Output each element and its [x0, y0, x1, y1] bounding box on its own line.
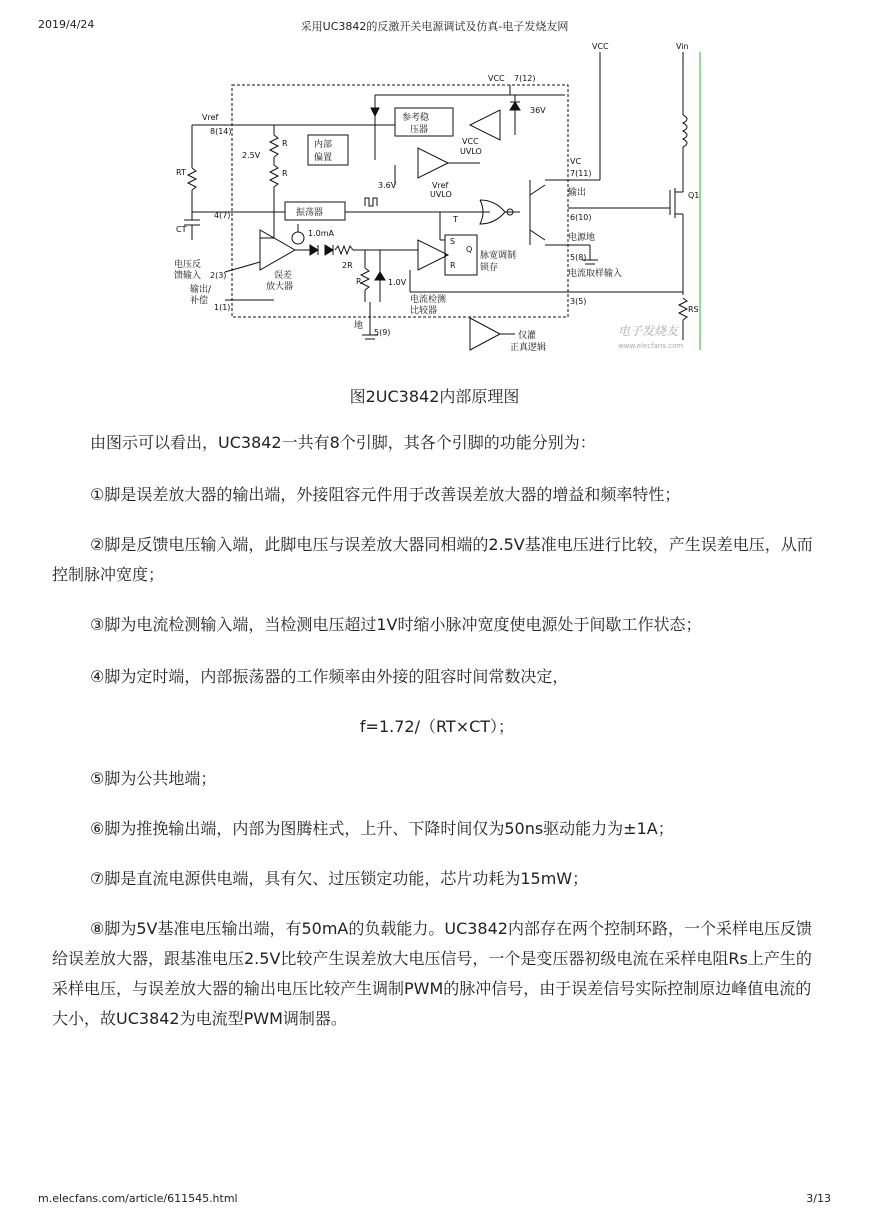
header-date: 2019/4/24	[38, 18, 95, 31]
watermark-url: www.elecfans.com	[618, 342, 684, 350]
label-q1: Q1	[688, 191, 700, 200]
formula: f=1.72/（RT×CT）；	[359, 717, 515, 736]
label-pin-vc: 7(11)	[570, 169, 592, 178]
label-fb-1: 电压反	[174, 260, 202, 270]
label-1ma: 1.0mA	[308, 229, 334, 238]
label-pwr-gnd: 电源地	[568, 233, 596, 243]
paragraph-intro: 由图示可以看出，UC3842一共有8个引脚，其各个引脚的功能分别为：	[90, 433, 596, 452]
label-ea-1: 误差	[274, 271, 293, 281]
label-vcc-uvlo-1: VCC	[462, 137, 479, 146]
label-comp-2: 补偿	[190, 296, 209, 306]
schematic-svg	[170, 40, 710, 360]
label-pin-out: 6(10)	[570, 213, 592, 222]
label-ref-reg-2: 压器	[410, 125, 429, 135]
label-gnd: 地	[354, 321, 364, 331]
label-bias-1: 内部	[314, 140, 333, 150]
label-3-6v: 3.6V	[378, 181, 397, 190]
paragraph-pin4: ④脚为定时端，内部振荡器的工作频率由外接的阻容时间常数决定，	[90, 667, 569, 686]
figure-caption: 图2UC3842内部原理图	[349, 387, 520, 406]
label-vcc-uvlo-2: UVLO	[460, 147, 482, 156]
label-latch-1: 脉宽调制	[480, 251, 517, 261]
label-zener: 36V	[530, 106, 546, 115]
label-fb-2: 馈输入	[174, 271, 202, 281]
label-pin-pgnd: 5(8)	[570, 253, 587, 262]
label-vin: Vin	[676, 42, 689, 51]
label-pin-gnd: 5(9)	[374, 328, 391, 337]
label-pin-vref: 8(14)	[210, 127, 232, 136]
label-1v: 1.0V	[388, 278, 407, 287]
label-r: R	[450, 261, 456, 270]
label-vref-uvlo-2: UVLO	[430, 190, 452, 199]
label-pin-cs: 3(5)	[570, 297, 587, 306]
paragraph-pin7: ⑦脚是直流电源供电端，具有欠、过压锁定功能，芯片功耗为15mW；	[90, 869, 589, 888]
watermark-logo-text: 电子发烧友	[618, 324, 679, 338]
label-vcc-top: VCC	[592, 42, 609, 51]
label-pin-vcc: 7(12)	[514, 74, 536, 83]
label-vref-uvlo-1: Vref	[432, 181, 449, 190]
label-2r: 2R	[342, 261, 353, 270]
footer-url: m.elecfans.com/article/611545.html	[38, 1192, 238, 1205]
uc3842-schematic-figure	[170, 40, 710, 360]
label-pin-comp: 1(1)	[214, 303, 231, 312]
label-rs: RS	[688, 305, 699, 314]
label-pin-fb: 2(3)	[210, 271, 227, 280]
paragraph-pin2: ②脚是反馈电压输入端，此脚电压与误差放大器同相端的2.5V基准电压进行比较，产生误差电压，从而控制脉冲宽度；	[52, 535, 813, 584]
label-ref-reg-1: 参考稳	[402, 113, 430, 123]
footer-page-number: 3/13	[806, 1192, 831, 1205]
label-vc: VC	[570, 157, 582, 166]
label-t: T	[453, 215, 458, 224]
label-q: Q	[466, 245, 473, 254]
label-legend-2: 正真逻辑	[510, 343, 547, 353]
label-r3: R	[356, 277, 362, 286]
label-2-5v: 2.5V	[242, 151, 261, 160]
label-latch-2: 锁存	[480, 263, 499, 273]
label-comp-1: 输出/	[190, 285, 212, 295]
label-output: 输出	[568, 188, 587, 198]
label-legend-1: 仅灌	[518, 331, 537, 341]
label-cs-cmp-2: 比较器	[410, 306, 438, 316]
label-vcc-pin: VCC	[488, 74, 505, 83]
label-bias-2: 偏置	[314, 153, 333, 163]
paragraph-pin5: ⑤脚为公共地端；	[90, 769, 217, 788]
label-pin-rtct: 4(7)	[214, 211, 231, 220]
label-osc: 振荡器	[296, 208, 324, 218]
label-ea-2: 放大器	[266, 282, 294, 292]
label-ct: CT	[176, 225, 187, 234]
paragraph-pin1: ①脚是误差放大器的输出端，外接阻容元件用于改善误差放大器的增益和频率特性；	[90, 485, 681, 504]
paragraph-pin6: ⑥脚为推挽输出端，内部为图腾柱式，上升、下降时间仅为50ns驱动能力为±1A；	[90, 819, 674, 838]
label-s: S	[450, 237, 456, 246]
header-title: 采用UC3842的反激开关电源调试及仿真-电子发烧友网	[300, 20, 569, 33]
paragraph-pin3: ③脚为电流检测输入端，当检测电压超过1V时缩小脉冲宽度使电源处于间歇工作状态；	[90, 615, 702, 634]
label-cs-cmp-1: 电流检测	[410, 295, 447, 305]
label-cs-input: 电流取样输入	[568, 269, 623, 279]
paragraph-pin8: ⑧脚为5V基准电压输出端，有50mA的负载能力。UC3842内部存在两个控制环路，一个采样电压反馈给误差放大器，跟基准电压2.5V比较产生误差放大电压信号，一个是变压器初级电流在采样电阻Rs上产生的采样电压，与误差放大器的输出电压比较产生调制PWM的脉冲信号，由于误差信号实际控制原边峰值电流的大小，故UC3842为电流型PWM调制器。	[52, 919, 812, 1028]
label-r1: R	[282, 139, 288, 148]
label-r2: R	[282, 169, 288, 178]
label-vref: Vref	[202, 113, 219, 122]
label-rt: RT	[176, 168, 186, 177]
